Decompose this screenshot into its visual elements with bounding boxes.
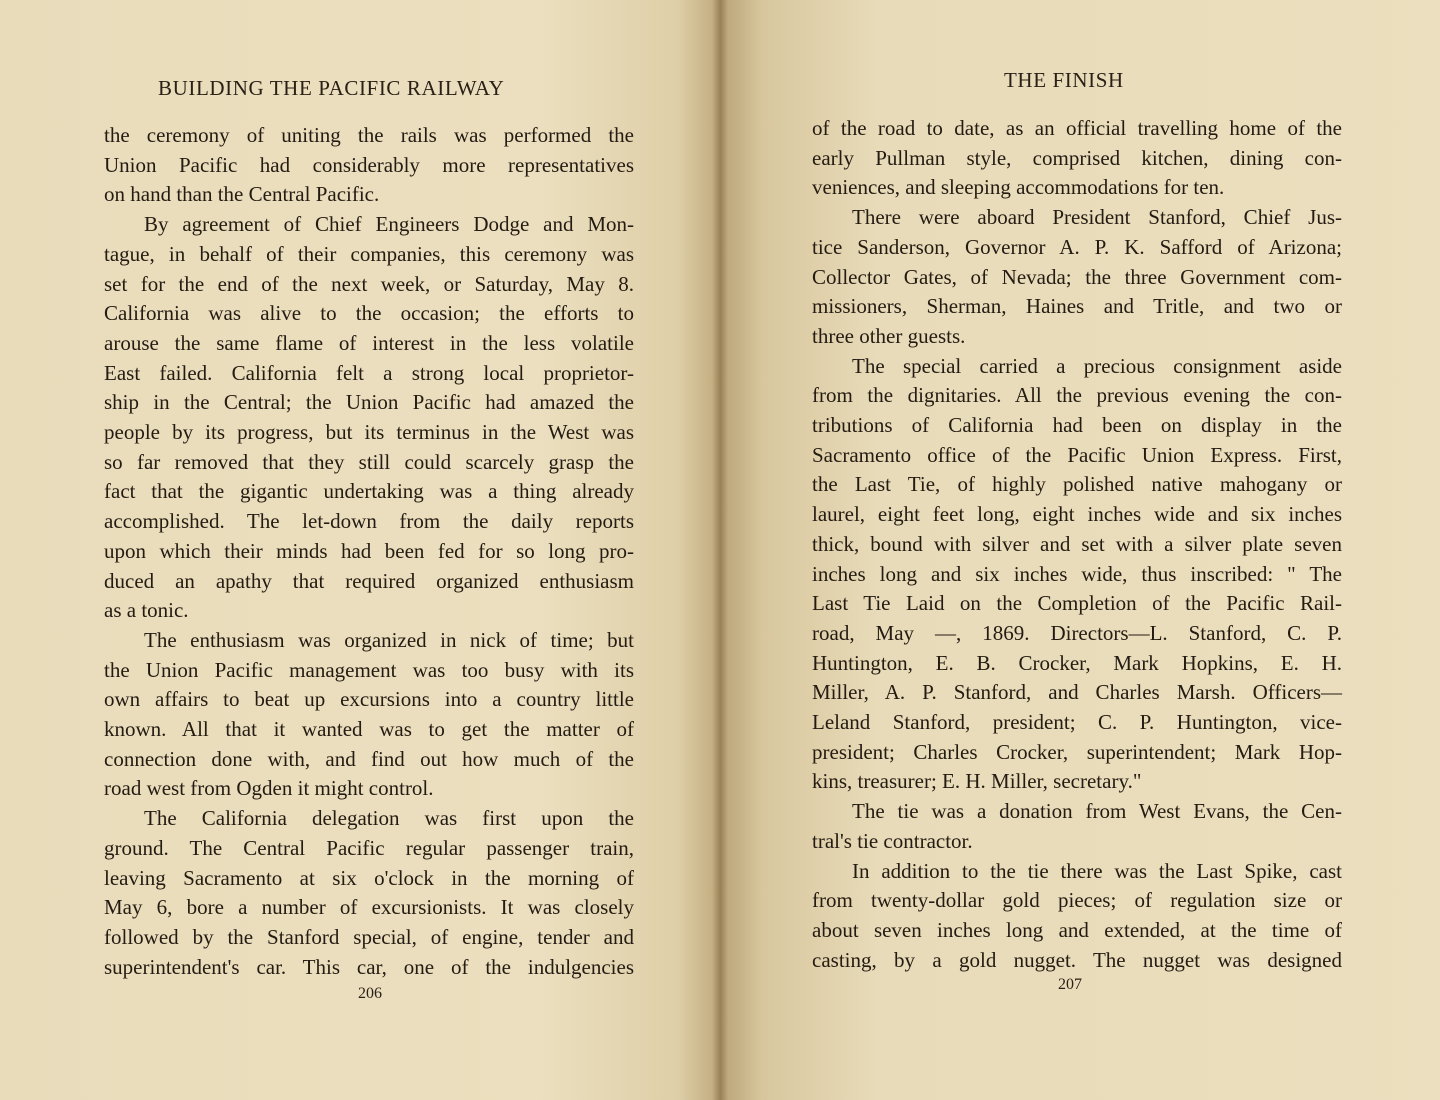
running-header-right: THE FINISH: [1004, 68, 1124, 92]
text-line: thick, bound with silver and set with a silver plate seven: [812, 531, 1342, 556]
text-line: laurel, eight feet long, eight inches wide and six inches: [812, 502, 1342, 527]
text-line: Miller, A. P. Stanford, and Charles Marsh. Officers—: [812, 680, 1342, 705]
text-line: The California delegation was first upon the: [144, 806, 634, 831]
page-number-left: 206: [358, 985, 382, 1002]
text-line: The enthusiasm was organized in nick of time; but: [144, 627, 634, 652]
text-line: ship in the Central; the Union Pacific had amazed the: [104, 390, 634, 415]
text-line: California was alive to the occasion; the efforts to: [104, 301, 634, 326]
text-line: early Pullman style, comprised kitchen, dining con-: [812, 145, 1342, 170]
text-line: accomplished. The let-down from the daily reports: [104, 509, 634, 534]
text-line: Last Tie Laid on the Completion of the Pacific Rail-: [812, 591, 1342, 616]
running-header-left: BUILDING THE PACIFIC RAILWAY: [158, 76, 505, 100]
text-line: as a tonic.: [104, 598, 189, 623]
text-line: of the road to date, as an official travelling home of the: [812, 116, 1342, 140]
text-line: veniences, and sleeping accommodations for ten.: [812, 175, 1225, 200]
text-line: Huntington, E. B. Crocker, Mark Hopkins, E. H.: [812, 650, 1342, 675]
text-line: three other guests.: [812, 323, 966, 348]
text-line: on hand than the Central Pacific.: [104, 182, 380, 207]
text-line: known. All that it wanted was to get the matter of: [104, 717, 634, 742]
text-line: In addition to the tie there was the Last Spike, cast: [852, 858, 1342, 883]
right-page-body: [812, 114, 1342, 975]
text-line: from the dignitaries. All the previous evening the con-: [812, 383, 1342, 408]
text-line: inches long and six inches wide, thus inscribed: " The: [812, 561, 1342, 586]
text-line: Collector Gates, of Nevada; the three Government com-: [812, 264, 1342, 289]
text-line: from twenty-dollar gold pieces; of regulation size or: [812, 888, 1342, 913]
text-line: road, May —, 1869. Directors—L. Stanford, C. P.: [812, 620, 1342, 645]
text-line: the ceremony of uniting the rails was performed the: [104, 123, 634, 147]
text-line: president; Charles Crocker, superintendent; Mark Hop-: [812, 739, 1342, 764]
right-page: [720, 0, 1440, 1100]
text-line: ground. The Central Pacific regular passenger train,: [104, 835, 634, 860]
text-line: tributions of California had been on display in the: [812, 413, 1342, 438]
text-line: Leland Stanford, president; C. P. Huntington, vice-: [812, 710, 1342, 735]
text-line: East failed. California felt a strong local proprietor-: [104, 360, 634, 385]
text-line: the Union Pacific management was too busy with its: [104, 657, 634, 682]
text-line: There were aboard President Stanford, Chief Jus-: [852, 205, 1342, 230]
text-line: casting, by a gold nugget. The nugget was designed: [812, 947, 1342, 972]
text-line: upon which their minds had been fed for so long pro-: [104, 538, 634, 563]
text-line: connection done with, and find out how much of the: [104, 746, 634, 771]
text-line: people by its progress, but its terminus in the West was: [104, 420, 634, 445]
text-line: missioners, Sherman, Haines and Tritle, and two or: [812, 294, 1342, 319]
text-line: Sacramento office of the Pacific Union Express. First,: [812, 442, 1342, 467]
text-line: kins, treasurer; E. H. Miller, secretary.": [812, 769, 1142, 794]
text-line: The tie was a donation from West Evans, the Cen-: [852, 799, 1342, 824]
page-number-right: 207: [1058, 976, 1082, 993]
text-line: arouse the same flame of interest in the less volatile: [104, 330, 634, 355]
text-line: The special carried a precious consignment aside: [852, 353, 1342, 378]
text-line: leaving Sacramento at six o'clock in the morning of: [104, 865, 634, 890]
book-gutter: [712, 0, 728, 1100]
left-page-body: [104, 121, 634, 982]
text-line: own affairs to beat up excursions into a country little: [104, 687, 634, 712]
text-line: about seven inches long and extended, at the time of: [812, 917, 1342, 942]
text-line: fact that the gigantic undertaking was a thing already: [104, 479, 634, 504]
text-line: the Last Tie, of highly polished native mahogany or: [812, 472, 1342, 497]
text-line: duced an apathy that required organized enthusiasm: [104, 568, 634, 593]
text-line: so far removed that they still could scarcely grasp the: [104, 449, 634, 474]
text-line: tral's tie contractor.: [812, 828, 973, 853]
text-line: By agreement of Chief Engineers Dodge and Mon-: [144, 212, 634, 237]
text-line: road west from Ogden it might control.: [104, 776, 434, 801]
text-line: May 6, bore a number of excursionists. It was closely: [104, 895, 634, 920]
text-line: followed by the Stanford special, of engine, tender and: [104, 924, 634, 949]
text-line: set for the end of the next week, or Saturday, May 8.: [104, 271, 634, 296]
text-line: tice Sanderson, Governor A. P. K. Safford of Arizona;: [812, 234, 1342, 259]
text-line: superintendent's car. This car, one of the indulgencies: [104, 954, 634, 979]
text-line: tague, in behalf of their companies, this ceremony was: [104, 241, 634, 266]
text-line: Union Pacific had considerably more representatives: [104, 152, 634, 177]
